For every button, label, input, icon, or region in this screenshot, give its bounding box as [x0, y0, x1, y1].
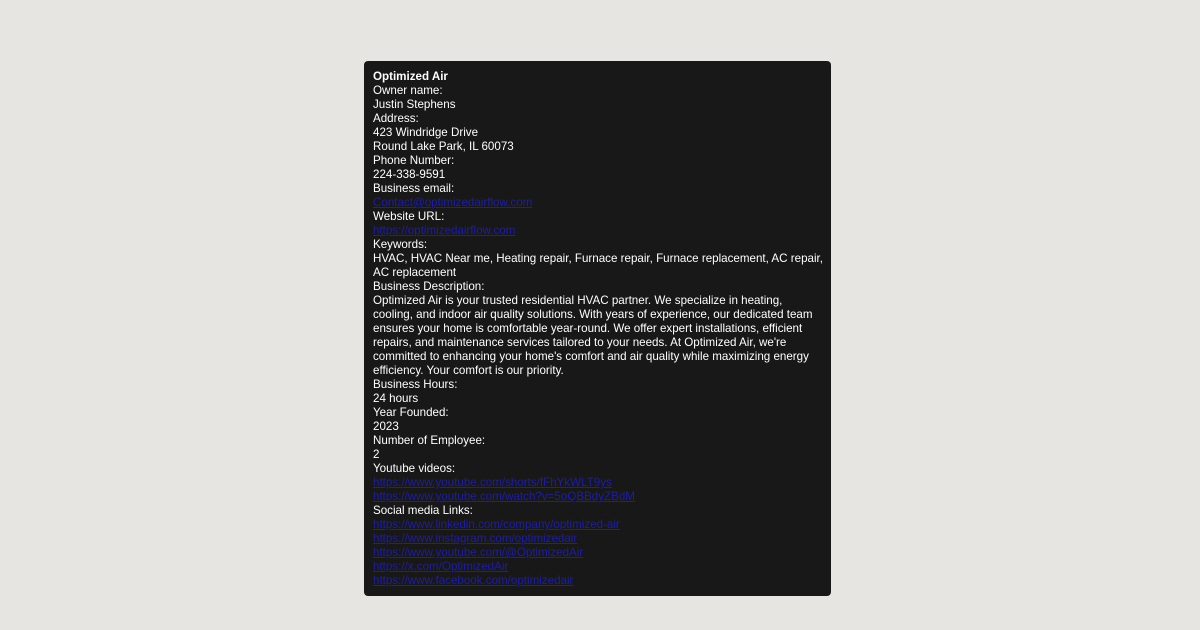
email-link[interactable]: Contact@optimizedairflow.com — [373, 196, 533, 209]
social-link-youtube[interactable]: https://www.youtube.com/@OptimizedAir — [373, 546, 584, 559]
website-label: Website URL: — [373, 210, 445, 223]
keywords-value: HVAC, HVAC Near me, Heating repair, Furnace repair, Furnace replacement, AC repair, AC replacement — [373, 252, 823, 279]
founded-label: Year Founded: — [373, 406, 449, 419]
business-name: Optimized Air — [373, 70, 448, 83]
social-label: Social media Links: — [373, 504, 473, 517]
description-label: Business Description: — [373, 280, 485, 293]
social-link-facebook[interactable]: https://www.facebook.com/optimizedair — [373, 574, 574, 587]
address-line2: Round Lake Park, IL 60073 — [373, 140, 514, 153]
owner-value: Justin Stephens — [373, 98, 456, 111]
youtube-link[interactable]: https://www.youtube.com/watch?v=5oQBBdyZBdM — [373, 490, 635, 503]
description-value: Optimized Air is your trusted residential HVAC partner. We specialize in heating, cooling, and indoor air quality solutions. With years of experience, our dedicated team ensures your home is comfortable year-round. We offer expert installations, efficient repairs, and maintenance services tailored to your needs. At Optimized Air, we're committed to enhancing your home's comfort and air quality while maximizing energy efficiency. Your comfort is our priority. — [373, 294, 813, 377]
business-info-card — [364, 61, 831, 596]
social-link-x[interactable]: https://x.com/OptimizedAir — [373, 560, 509, 573]
youtube-label: Youtube videos: — [373, 462, 456, 475]
phone-label: Phone Number: — [373, 154, 455, 167]
owner-label: Owner name: — [373, 84, 443, 97]
social-link-linkedin[interactable]: https://www.linkedin.com/company/optimized-air — [373, 518, 620, 531]
youtube-link[interactable]: https://www.youtube.com/shorts/fFhYkWLT9ys — [373, 476, 612, 489]
phone-value: 224-338-9591 — [373, 168, 446, 181]
email-label: Business email: — [373, 182, 455, 195]
employees-label: Number of Employee: — [373, 434, 486, 447]
address-label: Address: — [373, 112, 419, 125]
hours-label: Business Hours: — [373, 378, 458, 391]
hours-value: 24 hours — [373, 392, 419, 405]
founded-value: 2023 — [373, 420, 399, 433]
social-link-instagram[interactable]: https://www.instagram.com/optimizedair — [373, 532, 578, 545]
employees-value: 2 — [373, 448, 380, 461]
website-link[interactable]: https://optimizedairflow.com — [373, 224, 516, 237]
address-line1: 423 Windridge Drive — [373, 126, 479, 139]
keywords-label: Keywords: — [373, 238, 428, 251]
